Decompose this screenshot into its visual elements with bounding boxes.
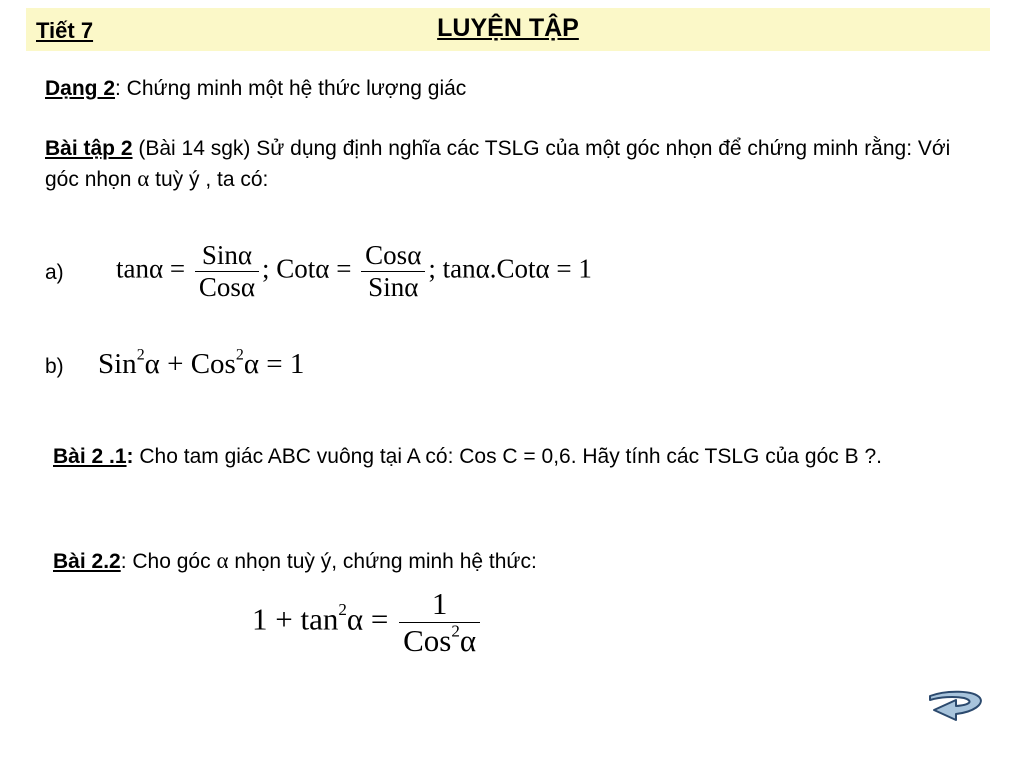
title-bar: [26, 8, 990, 51]
exponent: 2: [338, 600, 347, 620]
page-title: LUYỆN TẬP: [437, 14, 579, 42]
lesson-number: Tiết 7: [36, 18, 94, 43]
exercise-2-2-text: : Cho góc: [120, 550, 217, 573]
fraction-one-over-cos2: [399, 586, 480, 659]
fraction-denominator: [399, 622, 480, 659]
fraction-numerator: 1: [431, 586, 448, 621]
identity-b-end: α = 1: [243, 348, 305, 380]
exercise-2-text: (Bài 14 sgk) Sử dụng định nghĩa các TSLG của một góc nhọn để chứng minh rằng: Với góc nhọn: [45, 137, 951, 191]
exercise-2-label: Bài tập 2: [45, 137, 133, 160]
exercise-2-2: [53, 546, 537, 577]
exercise-2-1: [53, 442, 933, 472]
exercise-2: [45, 134, 985, 195]
alpha-equals: α =: [346, 601, 389, 637]
exercise-2-1-label: Bài 2 .1: [53, 445, 127, 468]
return-arrow-icon[interactable]: [924, 688, 986, 728]
one-plus-tan: 1 + tan: [252, 601, 339, 637]
alpha-term: α: [459, 623, 477, 658]
part-b-label: b): [45, 355, 64, 378]
exercise-2-2-label: Bài 2.2: [53, 550, 121, 573]
exponent: 2: [451, 621, 460, 641]
tan-definition: tanα =: [116, 253, 186, 284]
problem-type: [45, 74, 466, 104]
problem-type-text: : Chứng minh một hệ thức lượng giác: [115, 77, 467, 100]
problem-type-label: Dạng 2: [45, 77, 116, 100]
cos-term: Cos: [403, 623, 452, 658]
part-a-label: a): [45, 261, 64, 284]
exponent: 2: [136, 346, 145, 364]
alpha-symbol: α: [137, 166, 150, 191]
identity-2-2: [252, 586, 483, 659]
fraction-denominator: Cosα: [195, 271, 259, 303]
cos-term: α + Cos: [144, 348, 236, 380]
fraction-sin-over-cos: [195, 240, 259, 303]
fraction-numerator: Cosα: [365, 240, 422, 270]
identity-a: [116, 240, 592, 303]
identity-b: [98, 348, 304, 381]
fraction-numerator: Sinα: [201, 240, 253, 270]
exercise-2-text-end: tuỳ ý , ta có:: [149, 168, 269, 191]
cot-definition: ; Cotα =: [262, 253, 352, 284]
sin-term: Sin: [98, 348, 137, 380]
exercise-2-1-text: Cho tam giác ABC vuông tại A có: Cos C = 0,6. Hãy tính các TSLG của góc B ?.: [133, 445, 882, 468]
alpha-symbol: α: [216, 548, 229, 573]
tan-cot-product: ; tanα.Cotα = 1: [428, 253, 592, 284]
exercise-2-2-text-end: nhọn tuỳ ý, chứng minh hệ thức:: [228, 550, 537, 573]
exercise-2-1-colon: :: [126, 445, 134, 468]
fraction-cos-over-sin: [361, 240, 425, 303]
exponent: 2: [235, 346, 244, 364]
fraction-denominator: Sinα: [361, 271, 425, 303]
